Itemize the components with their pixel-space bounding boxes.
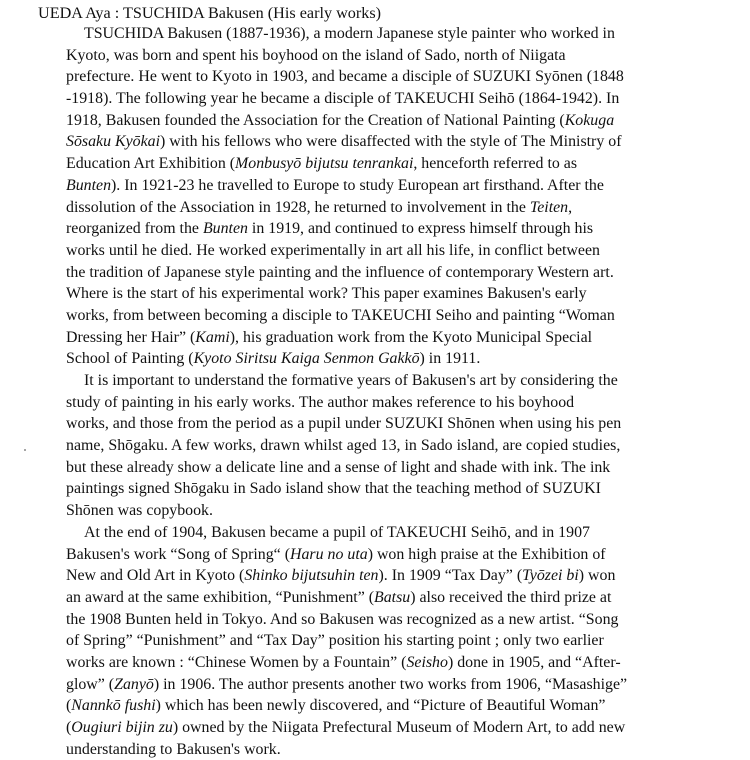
paragraph-3-line: the 1908 Bunten held in Tokyo. And so Bakusen was recognized as a new artist. “Song [66,610,619,628]
document-title: UEDA Aya : TSUCHIDA Bakusen (His early works) [38,4,382,22]
paragraph-1-line: -1918). The following year he became a disciple of TAKEUCHI Seihō (1864-1942). In [66,90,620,108]
paragraph-3-line: an award at the same exhibition, “Punishment” (Batsu) also received the third prize at [66,588,612,606]
paragraph-2-line: works, and those from the period as a pupil under SUZUKI Shōnen when using his pen [66,415,622,433]
paragraph-1-line: prefecture. He went to Kyoto in 1903, and became a disciple of SUZUKI Syōnen (1848 [66,68,624,86]
paragraph-1-line: dissolution of the Association in 1928, he returned to involvement in the Teiten, [66,198,573,216]
paragraph-1-line: Sōsaku Kyōkai) with his fellows who were disaffected with the style of The Ministry of [66,133,622,151]
paragraph-3-line: of Spring” “Punishment” and “Tax Day” position his starting point ; only two earlier [66,632,604,650]
paragraph-2-line: paintings signed Shōgaku in Sado island show that the teaching method of SUZUKI [66,480,601,498]
paragraph-1-line: Dressing her Hair” (Kami), his graduation work from the Kyoto Municipal Special [66,328,593,346]
paragraph-3-line: Bakusen's work “Song of Spring“ (Haru no uta) won high praise at the Exhibition of [66,545,606,563]
abstract-body [66,23,627,760]
paragraph-2-line: study of painting in his early works. The author makes reference to his boyhood [66,393,575,411]
paragraph-1-line: TSUCHIDA Bakusen (1887-1936), a modern Japanese style painter who worked in [84,25,615,42]
paragraph-1-line: the tradition of Japanese style painting and the influence of contemporary Western art. [66,263,614,281]
paragraph-1-line: reorganized from the Bunten in 1919, and continued to express himself through his [66,220,594,238]
paragraph-3-line: understanding to Bakusen's work. [66,740,281,758]
paragraph-1-line: Kyoto, was born and spent his boyhood on the island of Sado, north of Niigata [66,46,566,64]
paragraph-3-line: glow” (Zanyō) in 1906. The author presents another two works from 1906, “Masashige” [66,675,628,693]
paragraph-3-line: works are known : “Chinese Women by a Fountain” (Seisho) done in 1905, and “After- [66,653,621,671]
paragraph-1-line: works, from between becoming a disciple to TAKEUCHI Seiho and painting “Woman [66,306,615,324]
paragraph-2-line: but these already show a delicate line and a sense of light and shade with ink. The ink [66,458,611,476]
paragraph-1-line: works until he died. He worked experimentally in art all his life, in conflict between [66,241,600,259]
paragraph-3-line: New and Old Art in Kyoto (Shinko bijutsuhin ten). In 1909 “Tax Day” (Tyōzei bi) won [66,567,616,585]
paragraph-2-line: Shōnen was copybook. [66,502,213,520]
paragraph-3-line: At the end of 1904, Bakusen became a pupil of TAKEUCHI Seihō, and in 1907 [84,523,590,541]
paragraph-1-line: Where is the start of his experimental work? This paper examines Bakusen's early [66,285,587,303]
paragraph-1-line: Education Art Exhibition (Monbusyō bijutsu tenrankai, henceforth referred to as [66,155,578,173]
paragraph-3-line: (Ougiuri bijin zu) owned by the Niigata Prefectural Museum of Modern Art, to add new [66,719,626,736]
paragraph-2-line: It is important to understand the formative years of Bakusen's art by considering the [84,372,618,389]
paragraph-1-line: Bunten). In 1921-23 he travelled to Europe to study European art firsthand. After the [66,176,604,194]
scan-speck [24,449,26,451]
paragraph-1-line: 1918, Bakusen founded the Association for the Creation of National Painting (Kokuga [66,111,615,129]
paragraph-1-line: School of Painting (Kyoto Siritsu Kaiga Senmon Gakkō) in 1911. [66,350,481,368]
paragraph-2-line: name, Shōgaku. A few works, drawn whilst aged 13, in Sado island, are copied studies, [66,437,621,455]
paragraph-3-line: (Nannkō fushi) which has been newly discovered, and “Picture of Beautiful Woman” [66,697,606,715]
